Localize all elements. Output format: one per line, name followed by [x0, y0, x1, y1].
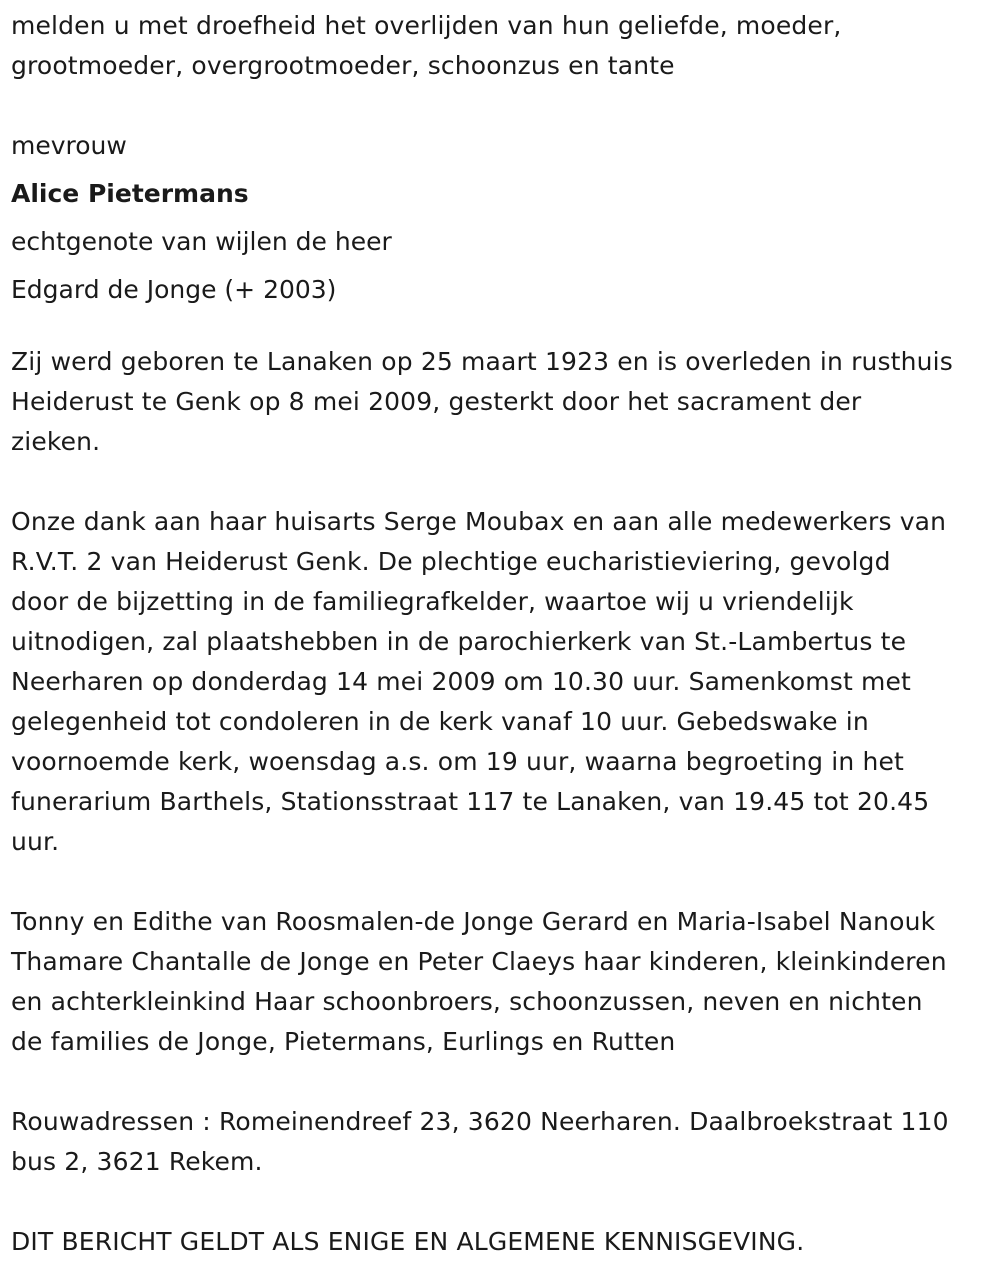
family-paragraph: Tonny en Edithe van Roosmalen-de Jonge Gerard en Maria-Isabel Nanouk Thamare Chantalle de Jonge en Peter Claeys haar kinderen, kleinkinderen en achterkleinkind Haar schoonbroers, schoonzussen, neven en nichten de families de Jonge, Pietermans, Eurlings en Rutten: [11, 907, 947, 1056]
addresses-paragraph: Rouwadressen : Romeinendreef 23, 3620 Neerharen. Daalbroekstraat 110 bus 2, 3621 Rekem.: [11, 1107, 949, 1176]
ceremony-paragraph: Onze dank aan haar huisarts Serge Moubax en aan alle medewerkers van R.V.T. 2 van Heiderust Genk. De plechtige eucharistieviering, gevolgd door de bijzetting in de familiegrafkelder, waartoe wij u vriendelijk uitnodigen, zal plaatshebben in de parochierkerk van St.-Lambertus te Neerharen op donderdag 14 mei 2009 om 10.30 uur. Samenkomst met gelegenheid tot condoleren in de kerk vanaf 10 uur. Gebedswake in voornoemde kerk, woensdag a.s. om 19 uur, waarna begroeting in het funerarium Barthels, Stationsstraat 117 te Lanaken, van 19.45 tot 20.45 uur.: [11, 507, 947, 856]
deceased-name: Alice Pietermans: [11, 179, 249, 208]
salutation: mevrouw: [11, 131, 127, 160]
birth-death-paragraph: Zij werd geboren te Lanaken op 25 maart 1923 en is overleden in rusthuis Heiderust te Genk op 8 mei 2009, gesterkt door het sacrament der zieken.: [11, 347, 953, 456]
notice-paragraph: DIT BERICHT GELDT ALS ENIGE EN ALGEMENE KENNISGEVING.: [11, 1227, 805, 1256]
intro-paragraph: melden u met droefheid het overlijden van hun geliefde, moeder, grootmoeder, overgrootmoeder, schoonzus en tante: [11, 11, 842, 80]
deceased-block: [11, 126, 989, 310]
spouse-line-1: echtgenote van wijlen de heer: [11, 227, 392, 256]
spouse-line-2: Edgard de Jonge (+ 2003): [11, 275, 337, 304]
